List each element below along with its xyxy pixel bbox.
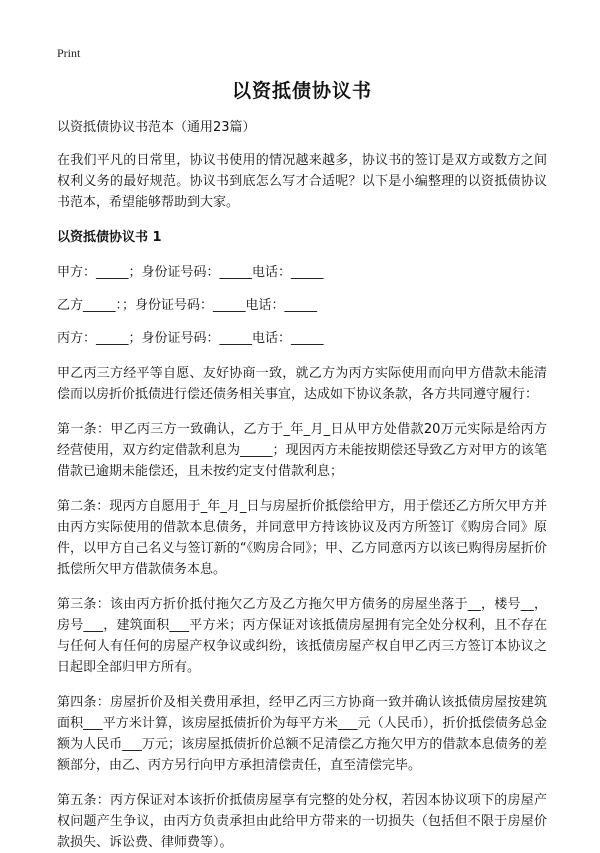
document-title: 以资抵债协议书: [231, 80, 372, 102]
clause-4: 第四条：房屋折价及相关费用承担，经甲乙丙三方协商一致并确认该抵债房屋按建筑面积___平方米计算，该房屋抵债折价为每平方米___元（人民币），折价抵偿债务总金额为人民币___万元；该房屋抵债折价总额不足清偿乙方拖欠甲方的借款本息债务的差额部分，由乙、丙方另行向甲方承担清偿责任，直至清偿完毕。: [57, 695, 547, 773]
preamble-paragraph: 甲乙丙三方经平等自愿、友好协商一致，就乙方为丙方实际使用而向甲方借款未能清偿而以房折价抵债进行偿还债务相关事宜，达成如下协议条款，各方共同遵守履行：: [57, 366, 547, 402]
document-body: [57, 76, 547, 848]
document-subtitle: 以资抵债协议书范本（通用23篇）: [57, 120, 256, 135]
section-heading: 以资抵债协议书 1: [57, 230, 162, 245]
clause-2: 第二条：现丙方自愿用于_年_月_日与房屋折价抵偿给甲方，用于偿还乙方所欠甲方并由丙方实际使用的借款本息债务，并同意甲方持该协议及丙方所签订《购房合同》原件，以甲方自己名义与签订新的“《购房合同》；甲、乙方同意丙方以该已购得房屋折价抵偿所欠甲方借款债务本息。: [57, 499, 547, 577]
clause-1: 第一条：甲乙丙三方一致确认，乙方于_年_月_日从甲方处借款20万元实际是给丙方经营使用，双方约定借款利息为_____；现因丙方未能按期偿还导致乙方对甲方的该笔借款已逾期未能偿还，且未按约定支付借款利息；: [57, 422, 547, 479]
party-b-line: 乙方_____：；身份证号码：_____电话：_____: [57, 298, 318, 313]
print-label[interactable]: Print: [57, 46, 81, 60]
clause-5: 第五条：丙方保证对本该折价抵债房屋享有完整的处分权，若因本协议项下的房屋产权问题产生争议，由丙方负责承担由此给甲方带来的一切损失（包括但不限于房屋价款损失、诉讼费、律师费等）。: [57, 793, 547, 850]
intro-paragraph: 在我们平凡的日常里，协议书使用的情况越来越多，协议书的签订是双方或数方之间权利义务的最好规范。协议书到底怎么写才合适呢？以下是小编整理的以资抵债协议书范本，希望能够帮助到大家。: [57, 153, 547, 210]
clause-3: 第三条：该由丙方折价抵付拖欠乙方及乙方拖欠甲方债务的房屋坐落于__，楼号__，房号___，建筑面积___平方米；丙方保证对该抵债房屋拥有完全处分权利，且不存在与任何人有任何的房屋产权争议或纠纷，该抵债房屋产权自甲乙丙三方签订本协议之日起即全部归甲方所有。: [57, 597, 547, 675]
party-a-line: 甲方：_____；身份证号码：_____电话：_____: [57, 265, 324, 280]
party-c-line: 丙方：_____；身份证号码：_____电话：_____: [57, 331, 324, 346]
